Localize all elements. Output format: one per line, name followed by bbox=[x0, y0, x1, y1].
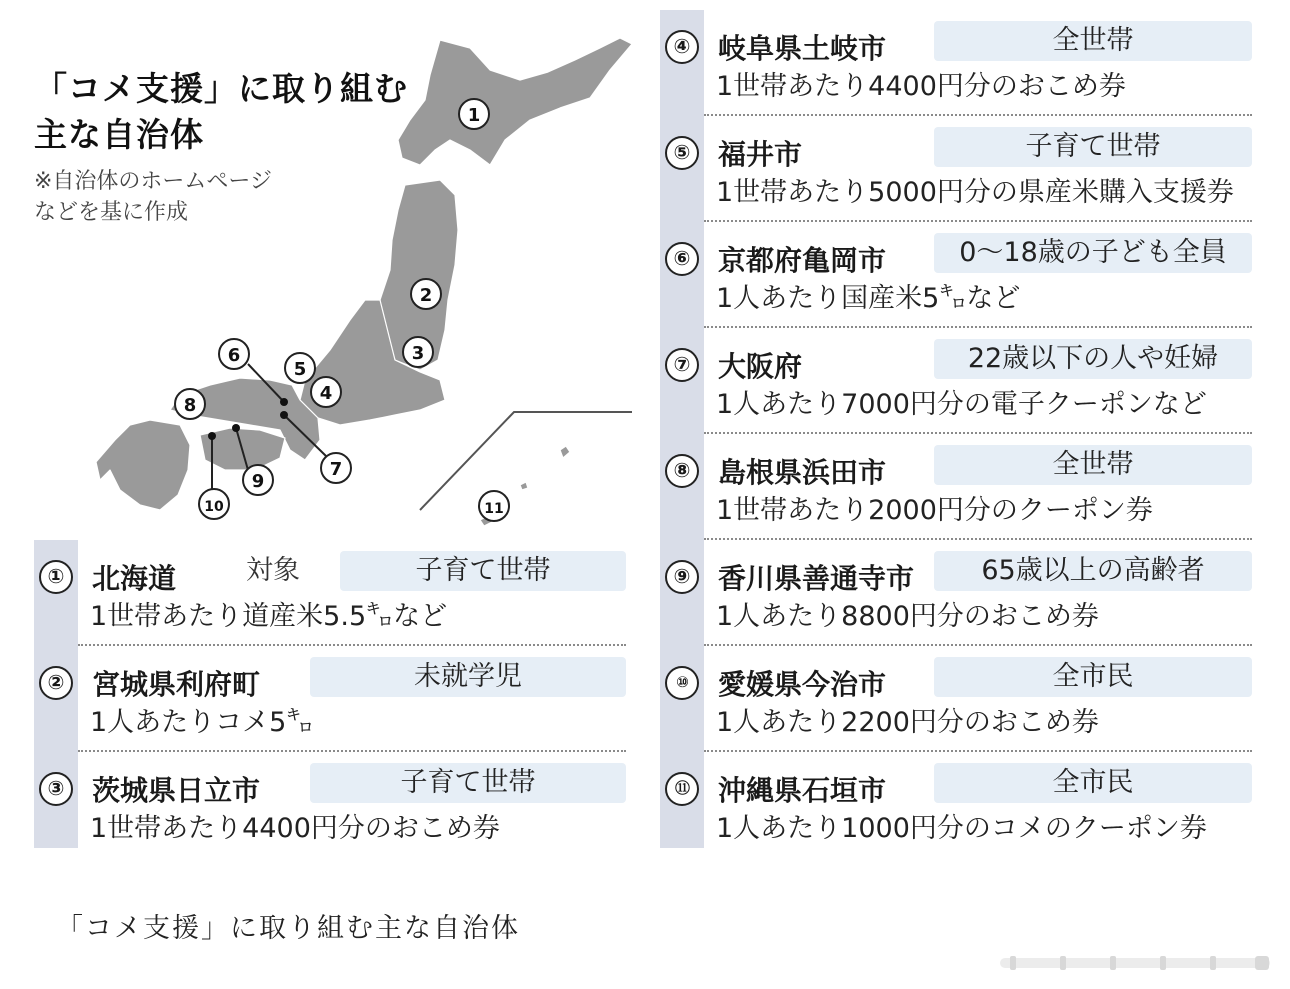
entry-number: ⑪ bbox=[665, 772, 699, 806]
map-marker-label-7: 7 bbox=[329, 459, 343, 480]
kyushu-shape bbox=[96, 420, 190, 510]
title-line-1: 「コメ支援」に取り組む bbox=[34, 69, 408, 108]
entry-number: ⑩ bbox=[665, 666, 699, 700]
map-marker-label-1: 1 bbox=[467, 105, 481, 126]
entry-fukui bbox=[660, 116, 1252, 222]
entry-detail: 1人あたりコメ5㌔ bbox=[90, 707, 314, 738]
entry-number: ④ bbox=[665, 30, 699, 64]
entry-number: ⑦ bbox=[665, 348, 699, 382]
entry-detail: 1人あたり2200円分のおこめ券 bbox=[716, 707, 1099, 738]
target-header-label: 対象 bbox=[246, 555, 300, 586]
source-note bbox=[34, 166, 272, 228]
entry-target: 子育て世帯 bbox=[934, 127, 1252, 167]
map-marker-label-6: 6 bbox=[227, 345, 241, 366]
entry-target: 0〜18歳の子ども全員 bbox=[934, 233, 1252, 273]
entry-kyoto-kameoka bbox=[660, 222, 1252, 328]
entry-detail: 1世帯あたり道産米5.5㌔など bbox=[90, 601, 448, 632]
entry-name: 愛媛県今治市 bbox=[718, 668, 887, 701]
entry-target: 全市民 bbox=[934, 657, 1252, 697]
map-marker-label-10: 10 bbox=[204, 499, 224, 515]
note-line-2: などを基に作成 bbox=[34, 200, 189, 225]
entry-shimane-hamada bbox=[660, 434, 1252, 540]
entry-number: ① bbox=[39, 560, 73, 594]
map-marker-label-4: 4 bbox=[319, 383, 333, 404]
entry-detail: 1世帯あたり5000円分の県産米購入支援券 bbox=[716, 177, 1234, 208]
entry-name: 島根県浜田市 bbox=[718, 456, 887, 489]
entry-detail: 1世帯あたり2000円分のクーポン券 bbox=[716, 495, 1153, 526]
map-marker-label-8: 8 bbox=[183, 395, 197, 416]
title-line-2: 主な自治体 bbox=[34, 115, 204, 154]
entry-detail: 1人あたり8800円分のおこめ券 bbox=[716, 601, 1099, 632]
entry-number: ② bbox=[39, 666, 73, 700]
entry-detail: 1人あたり国産米5㌔など bbox=[716, 283, 1021, 314]
entry-number: ⑨ bbox=[665, 560, 699, 594]
entry-target: 全市民 bbox=[934, 763, 1252, 803]
entry-detail: 1世帯あたり4400円分のおこめ券 bbox=[716, 71, 1126, 102]
entry-name: 岐阜県土岐市 bbox=[718, 32, 887, 65]
entry-target: 65歳以上の高齢者 bbox=[934, 551, 1252, 591]
entry-name: 香川県善通寺市 bbox=[718, 562, 915, 595]
entry-detail: 1世帯あたり4400円分のおこめ券 bbox=[90, 813, 500, 844]
entry-gifu-toki bbox=[660, 10, 1252, 116]
okinawa-inset-line bbox=[420, 412, 632, 510]
map-marker-label-5: 5 bbox=[293, 359, 307, 380]
map-marker-label-9: 9 bbox=[251, 471, 265, 492]
image-caption: 「コメ支援」に取り組む主な自治体 bbox=[56, 913, 520, 944]
entry-hokkaido bbox=[34, 540, 626, 646]
entry-name: 宮城県利府町 bbox=[92, 668, 261, 701]
entry-target: 22歳以下の人や妊婦 bbox=[934, 339, 1252, 379]
entry-target: 全世帯 bbox=[934, 445, 1252, 485]
entry-name: 沖縄県石垣市 bbox=[718, 774, 887, 807]
entry-detail: 1人あたり1000円分のコメのクーポン券 bbox=[716, 813, 1207, 844]
entry-target: 子育て世帯 bbox=[310, 763, 626, 803]
entry-number: ③ bbox=[39, 772, 73, 806]
entry-ibaraki-hitachi bbox=[34, 752, 626, 848]
entry-name: 福井市 bbox=[718, 138, 803, 171]
map-marker-label-2: 2 bbox=[419, 285, 433, 306]
entry-okinawa-ishigaki bbox=[660, 752, 1252, 848]
entry-name: 京都府亀岡市 bbox=[718, 244, 887, 277]
map-marker-label-3: 3 bbox=[411, 343, 425, 364]
entry-number: ⑤ bbox=[665, 136, 699, 170]
entry-target: 子育て世帯 bbox=[340, 551, 626, 591]
entry-target: 全世帯 bbox=[934, 21, 1252, 61]
entry-number: ⑧ bbox=[665, 454, 699, 488]
note-line-1: ※自治体のホームページ bbox=[34, 169, 272, 194]
entry-detail: 1人あたり7000円分の電子クーポンなど bbox=[716, 389, 1207, 420]
okinawa-shape bbox=[560, 446, 570, 458]
infographic-title bbox=[34, 66, 408, 158]
entry-miyagi-rifu bbox=[34, 646, 626, 752]
entry-osaka bbox=[660, 328, 1252, 434]
entry-number: ⑥ bbox=[665, 242, 699, 276]
entry-kagawa-zentsuji bbox=[660, 540, 1252, 646]
entry-name: 北海道 bbox=[92, 562, 177, 595]
entry-name: 茨城県日立市 bbox=[92, 774, 261, 807]
map-marker-label-11: 11 bbox=[484, 501, 504, 517]
hokkaido-shape bbox=[398, 38, 632, 165]
entry-ehime-imabari bbox=[660, 646, 1252, 752]
image-pager-indicator bbox=[1000, 950, 1280, 974]
entry-name: 大阪府 bbox=[718, 350, 803, 383]
entry-target: 未就学児 bbox=[310, 657, 626, 697]
